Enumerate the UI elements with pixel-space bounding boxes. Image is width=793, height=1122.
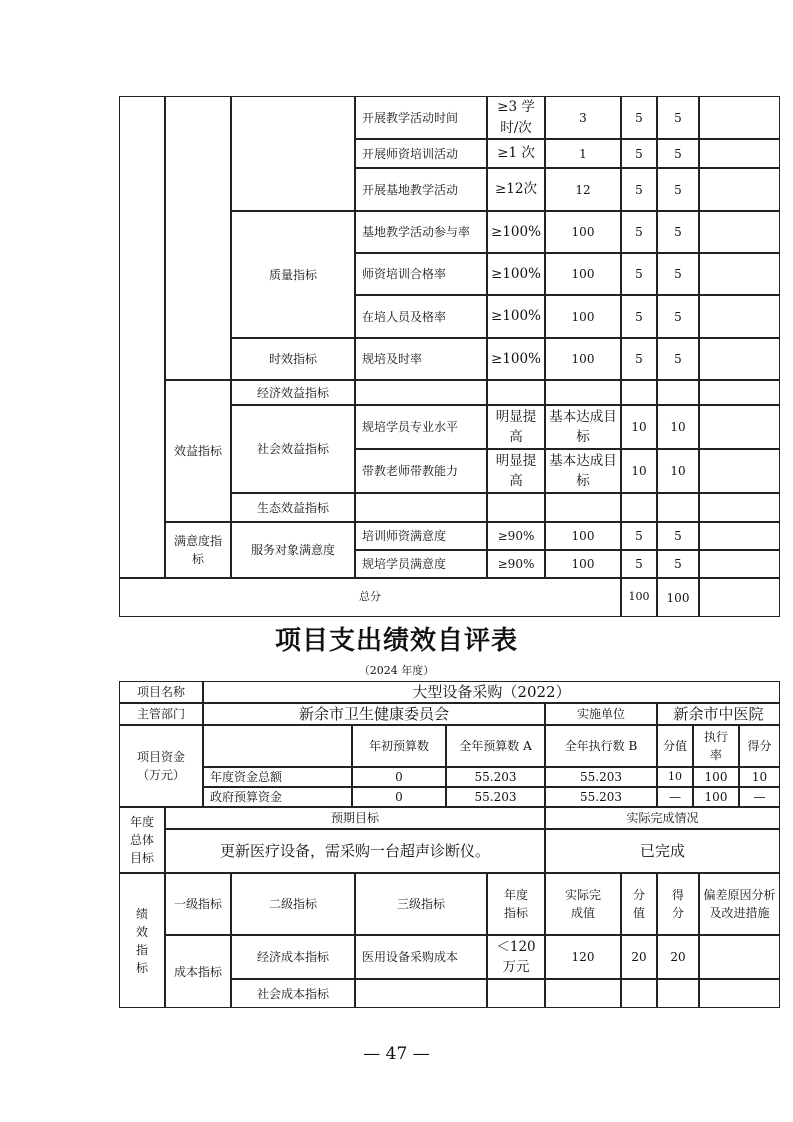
got-cell: 5	[657, 253, 699, 295]
dept-label: 主管部门	[119, 703, 203, 725]
reason-cell	[699, 979, 780, 1008]
target-cell: ≥100%	[487, 253, 545, 295]
fund-value: 55.203	[545, 767, 657, 787]
perf-header: 得分	[657, 873, 699, 935]
actual-cell: 100	[545, 211, 621, 253]
fund-value: 10	[739, 767, 780, 787]
fund-value: 10	[657, 767, 693, 787]
actual-cell: 120	[545, 935, 621, 979]
total-got: 100	[657, 578, 699, 617]
project-name-label: 项目名称	[119, 681, 203, 703]
l2-timeliness: 时效指标	[231, 338, 355, 380]
col-quantity-blank	[231, 96, 355, 211]
l1-satisfaction: 满意度指标	[165, 522, 231, 578]
total-label: 总分	[119, 578, 621, 617]
score-cell	[621, 380, 657, 405]
got-cell	[657, 380, 699, 405]
actual-cell: 100	[545, 522, 621, 550]
l3-cell: 规培学员满意度	[355, 550, 487, 578]
l2-cell: 社会成本指标	[231, 979, 355, 1008]
target-cell: 明显提高	[487, 449, 545, 493]
fund-value: —	[739, 787, 780, 807]
score-cell: 5	[621, 168, 657, 211]
got-cell: 5	[657, 139, 699, 168]
l3-cell: 开展基地教学活动	[355, 168, 487, 211]
got-cell: 5	[657, 168, 699, 211]
self-evaluation-table	[119, 681, 780, 1008]
target-cell	[487, 979, 545, 1008]
actual-cell: 100	[545, 550, 621, 578]
got-cell: 10	[657, 449, 699, 493]
actual-header: 实际完成情况	[545, 807, 780, 829]
got-cell: 5	[657, 338, 699, 380]
fund-value: 0	[352, 767, 446, 787]
reason-cell	[699, 168, 780, 211]
col-perf-blank	[119, 96, 165, 578]
l1-cost: 成本指标	[165, 935, 231, 1008]
fund-header: 执行率	[693, 725, 739, 767]
unit-label: 实施单位	[545, 703, 657, 725]
report-year: （2024 年度）	[358, 664, 435, 677]
target-cell: ≥3 学时/次	[487, 96, 545, 139]
target-cell	[487, 380, 545, 405]
l2-quality: 质量指标	[231, 211, 355, 338]
reason-cell	[699, 338, 780, 380]
score-cell	[621, 979, 657, 1008]
l3-cell: 带教老师带教能力	[355, 449, 487, 493]
l2-ecological: 生态效益指标	[231, 493, 355, 522]
actual-cell	[545, 493, 621, 522]
perf-header: 偏差原因分析及改进措施	[699, 873, 780, 935]
actual-cell: 基本达成目标	[545, 405, 621, 449]
fund-header: 全年执行数 B	[545, 725, 657, 767]
reason-cell	[699, 493, 780, 522]
perf-header: 实际完成值	[545, 873, 621, 935]
actual-result: 已完成	[545, 829, 780, 873]
target-cell: ≥1 次	[487, 139, 545, 168]
reason-cell	[699, 380, 780, 405]
score-cell: 5	[621, 522, 657, 550]
l3-cell	[355, 493, 487, 522]
reason-cell	[699, 139, 780, 168]
l2-service: 服务对象满意度	[231, 522, 355, 578]
l2-cell: 经济成本指标	[231, 935, 355, 979]
l3-cell	[355, 380, 487, 405]
score-cell: 5	[621, 139, 657, 168]
actual-cell	[545, 380, 621, 405]
target-cell: 明显提高	[487, 405, 545, 449]
score-cell: 20	[621, 935, 657, 979]
target-cell: ≥100%	[487, 211, 545, 253]
fund-header: 得分	[739, 725, 780, 767]
perf-header: 分值	[621, 873, 657, 935]
fund-label: 项目资金（万元）	[119, 725, 203, 807]
score-cell: 5	[621, 550, 657, 578]
target-cell: ≥100%	[487, 338, 545, 380]
fund-header: 分值	[657, 725, 693, 767]
reason-cell	[699, 405, 780, 449]
l3-cell: 在培人员及格率	[355, 295, 487, 338]
reason-cell	[699, 522, 780, 550]
perf-header: 一级指标	[165, 873, 231, 935]
fund-row-label: 政府预算资金	[203, 787, 352, 807]
score-cell: 5	[621, 338, 657, 380]
l3-cell: 规培学员专业水平	[355, 405, 487, 449]
indicator-table-continued	[119, 96, 780, 617]
reason-cell	[699, 211, 780, 253]
perf-header: 二级指标	[231, 873, 355, 935]
score-cell: 10	[621, 405, 657, 449]
score-cell: 5	[621, 295, 657, 338]
got-cell: 5	[657, 522, 699, 550]
got-cell	[657, 493, 699, 522]
l3-cell: 培训师资满意度	[355, 522, 487, 550]
actual-cell: 100	[545, 338, 621, 380]
project-name: 大型设备采购（2022）	[203, 681, 780, 703]
l3-cell: 师资培训合格率	[355, 253, 487, 295]
expected-goal: 更新医疗设备，需采购一台超声诊断仪。	[165, 829, 545, 873]
reason-cell	[699, 935, 780, 979]
actual-cell: 3	[545, 96, 621, 139]
fund-value: 0	[352, 787, 446, 807]
target-cell	[487, 493, 545, 522]
fund-row-label: 年度资金总额	[203, 767, 352, 787]
score-cell: 5	[621, 211, 657, 253]
score-cell: 5	[621, 253, 657, 295]
reason-cell	[699, 449, 780, 493]
got-cell: 5	[657, 550, 699, 578]
l1-benefit: 效益指标	[165, 380, 231, 522]
l3-cell	[355, 979, 487, 1008]
got-cell: 5	[657, 96, 699, 139]
page-title: 项目支出绩效自评表	[274, 626, 518, 656]
actual-cell: 1	[545, 139, 621, 168]
l3-cell: 开展教学活动时间	[355, 96, 487, 139]
got-cell: 5	[657, 295, 699, 338]
got-cell: 20	[657, 935, 699, 979]
got-cell: 5	[657, 211, 699, 253]
fund-value: —	[657, 787, 693, 807]
fund-value: 100	[693, 787, 739, 807]
l3-cell: 开展师资培训活动	[355, 139, 487, 168]
actual-cell: 100	[545, 253, 621, 295]
fund-value: 55.203	[446, 767, 545, 787]
page-number: — 47 —	[363, 1044, 430, 1064]
actual-cell	[545, 979, 621, 1008]
col-output-blank	[165, 96, 231, 380]
l3-cell: 医用设备采购成本	[355, 935, 487, 979]
actual-cell: 12	[545, 168, 621, 211]
reason-cell	[699, 96, 780, 139]
target-cell: ＜120万元	[487, 935, 545, 979]
goal-label: 年度总体目标	[119, 807, 165, 873]
l3-cell: 基地教学活动参与率	[355, 211, 487, 253]
fund-value: 100	[693, 767, 739, 787]
l3-cell: 规培及时率	[355, 338, 487, 380]
fund-value: 55.203	[545, 787, 657, 807]
perf-label: 绩效指标	[119, 873, 165, 1008]
target-cell: ≥90%	[487, 550, 545, 578]
perf-header: 年度指标	[487, 873, 545, 935]
fund-header-blank	[203, 725, 352, 767]
target-cell: ≥12次	[487, 168, 545, 211]
fund-header: 全年预算数 A	[446, 725, 545, 767]
actual-cell: 100	[545, 295, 621, 338]
fund-header: 年初预算数	[352, 725, 446, 767]
target-cell: ≥100%	[487, 295, 545, 338]
total-score: 100	[621, 578, 657, 617]
l2-economic: 经济效益指标	[231, 380, 355, 405]
unit-name: 新余市中医院	[657, 703, 780, 725]
got-cell	[657, 979, 699, 1008]
score-cell	[621, 493, 657, 522]
fund-value: 55.203	[446, 787, 545, 807]
target-cell: ≥90%	[487, 522, 545, 550]
score-cell: 5	[621, 96, 657, 139]
l2-social: 社会效益指标	[231, 405, 355, 493]
perf-header: 三级指标	[355, 873, 487, 935]
total-reason	[699, 578, 780, 617]
reason-cell	[699, 550, 780, 578]
reason-cell	[699, 295, 780, 338]
actual-cell: 基本达成目标	[545, 449, 621, 493]
reason-cell	[699, 253, 780, 295]
dept-name: 新余市卫生健康委员会	[203, 703, 545, 725]
got-cell: 10	[657, 405, 699, 449]
score-cell: 10	[621, 449, 657, 493]
expected-header: 预期目标	[165, 807, 545, 829]
